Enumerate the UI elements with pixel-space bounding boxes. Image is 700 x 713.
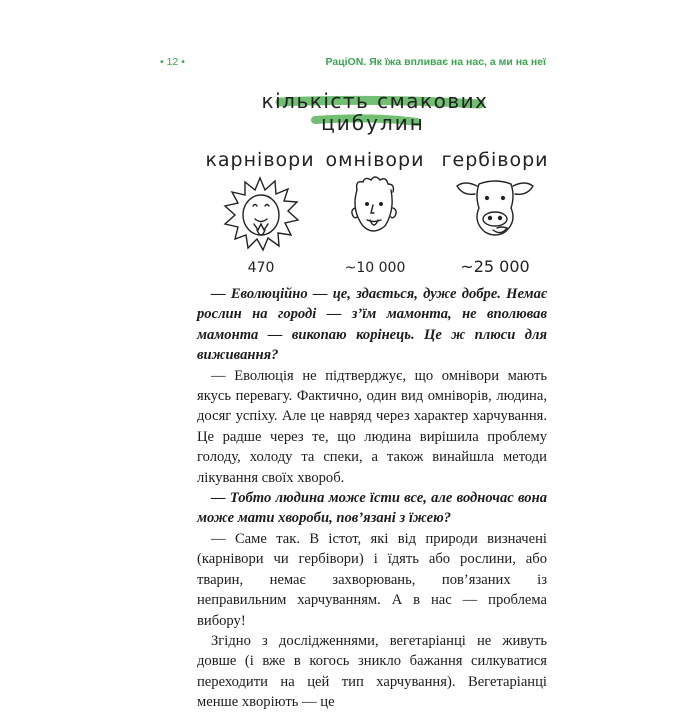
lion-icon bbox=[225, 178, 298, 250]
label-carnivores: карнівори bbox=[205, 149, 315, 171]
taste-buds-illustration bbox=[195, 78, 555, 278]
count-herbivores: ~25 000 bbox=[460, 257, 530, 276]
question-paragraph: — Тобто людина може їсти все, але водночас вона може мати хвороби, пов’язані з їжею? bbox=[197, 490, 547, 527]
answer-paragraph: — Саме так. В істот, які від природи визначені (карнівори чи гербівори) і їдять або рослини, або тварин, немає захворювань, пов’язаних із неправильним харчуванням. А в нас — проблема вибору! bbox=[197, 530, 547, 629]
question-paragraph: — Еволюційно — це, здається, дуже добре. Немає рослин на городі — з’їм мамонта, не вполював мамонта — викопаю корінець. Це ж плюси для виживання? bbox=[197, 286, 547, 364]
cow-icon bbox=[457, 181, 533, 235]
page-header bbox=[160, 56, 552, 76]
page-number: • 12 • bbox=[160, 56, 185, 68]
count-omnivores: ~10 000 bbox=[344, 260, 406, 276]
figure-title: кількість смакових bbox=[261, 89, 489, 113]
count-carnivores: 470 bbox=[247, 260, 275, 276]
label-omnivores: омнівори bbox=[325, 149, 425, 171]
running-title: РаціON. Як їжа впливає на нас, а ми на неї bbox=[325, 56, 546, 68]
body-text bbox=[197, 284, 547, 713]
body-paragraph: Згідно з дослідженнями, вегетаріанці не живуть довше (і вже в когось зникло бажання силкуватися переходити на цей тип харчування). Вегетаріанці менше хворіють — це bbox=[197, 632, 547, 711]
label-herbivores: гербівори bbox=[441, 149, 549, 171]
figure-title: цибулин bbox=[321, 111, 425, 135]
human-face-icon bbox=[352, 177, 396, 231]
answer-paragraph: — Еволюція не підтверджує, що омнівори мають якусь перевагу. Фактично, один вид омніворів, людина, досяг успіху. Але це навряд через характер харчування. Це радше через те, що людина вирішила проблему голоду, холоду та спеки, а також винайшла методи лікування своїх хвороб. bbox=[197, 367, 547, 486]
